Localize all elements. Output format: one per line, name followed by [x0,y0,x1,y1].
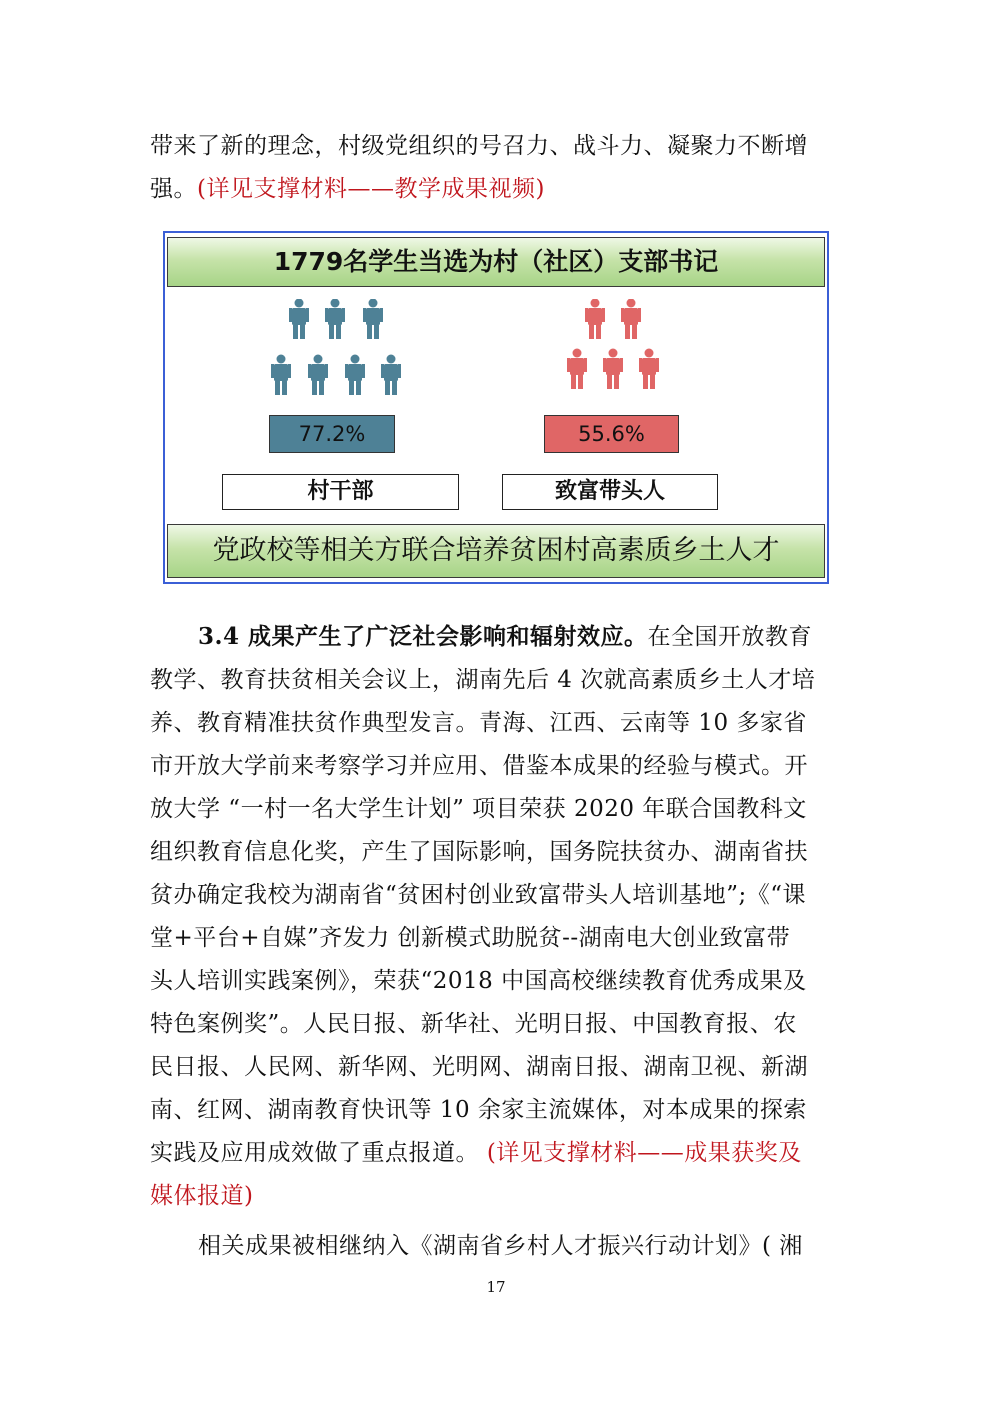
section-heading: 3.4 成果产生了广泛社会影响和辐射效应。 [198,623,648,650]
section-line: 头人培训实践案例》，荣获“2018 中国高校继续教育优秀成果及 [150,968,807,994]
right-percent-box [544,415,679,453]
section-line: 放大学 “一村一名大学生计划” 项目荣获 2020 年联合国教科文 [150,796,807,822]
section-line-last [150,1135,842,1171]
section-line: 教学、教育扶贫相关会议上，湖南先后 4 次就高素质乡土人才培 [150,667,816,693]
intro-line-2 [150,171,842,207]
blue-people-icon [265,299,425,419]
support-material-reference-2: (详见支撑材料——成果获奖及 [486,1140,802,1166]
right-people-group [561,299,671,419]
next-paragraph: 相关成果被相继纳入《湖南省乡村人才振兴行动计划》( 湘 [198,1233,803,1259]
section-line-last-text: 实践及应用成效做了重点报道。 [150,1140,479,1166]
section-line: 贫办确定我校为湖南省“贫困村创业致富带头人培训基地”;《“课 [150,882,807,908]
intro-line-1: 带来了新的理念，村级党组织的号召力、战斗力、凝聚力不断增 [150,133,808,159]
section-line: 组织教育信息化奖，产生了国际影响，国务院扶贫办、湖南省扶 [150,839,808,865]
section-line: 南、红网、湖南教育快讯等 10 余家主流媒体，对本成果的探索 [150,1097,807,1123]
section-line: 民日报、人民网、新华网、光明网、湖南日报、湖南卫视、新湖 [150,1054,808,1080]
village-cadre-label: 村干部 [307,479,374,504]
section-line: 堂+平台+自媒”齐发力 创新模式助脱贫--湖南电大创业致富带 [150,925,791,951]
section-line-1-rest: 在全国开放教育 [647,624,813,650]
section-line-final: 媒体报道) [150,1183,254,1209]
right-group-label [502,474,718,510]
infographic-bottom-title: 党政校等相关方联合培养贫困村高素质乡土人才 [167,524,825,578]
left-percent-value: 77.2% [298,422,366,446]
section-line: 特色案例奖”。人民日报、新华社、光明日报、中国教育报、农 [150,1011,797,1037]
intro-line-2-text: 强。 [150,176,197,202]
infographic-top-title: 1779名学生当选为村（社区）支部书记 [167,237,825,287]
right-percent-value: 55.6% [578,422,645,446]
left-people-group [265,299,425,419]
page-number: 17 [486,1278,506,1296]
infographic-figure [163,231,829,584]
section-line: 市开放大学前来考察学习并应用、借鉴本成果的经验与模式。开 [150,753,808,779]
section-heading-line [198,619,842,655]
red-people-icon [561,299,671,419]
section-line: 养、教育精准扶贫作典型发言。青海、江西、云南等 10 多家省 [150,710,807,736]
left-group-label [222,474,459,510]
support-material-reference: (详见支撑材料——教学成果视频) [197,176,545,202]
wealth-leader-label: 致富带头人 [554,479,665,504]
left-percent-box [269,415,395,453]
